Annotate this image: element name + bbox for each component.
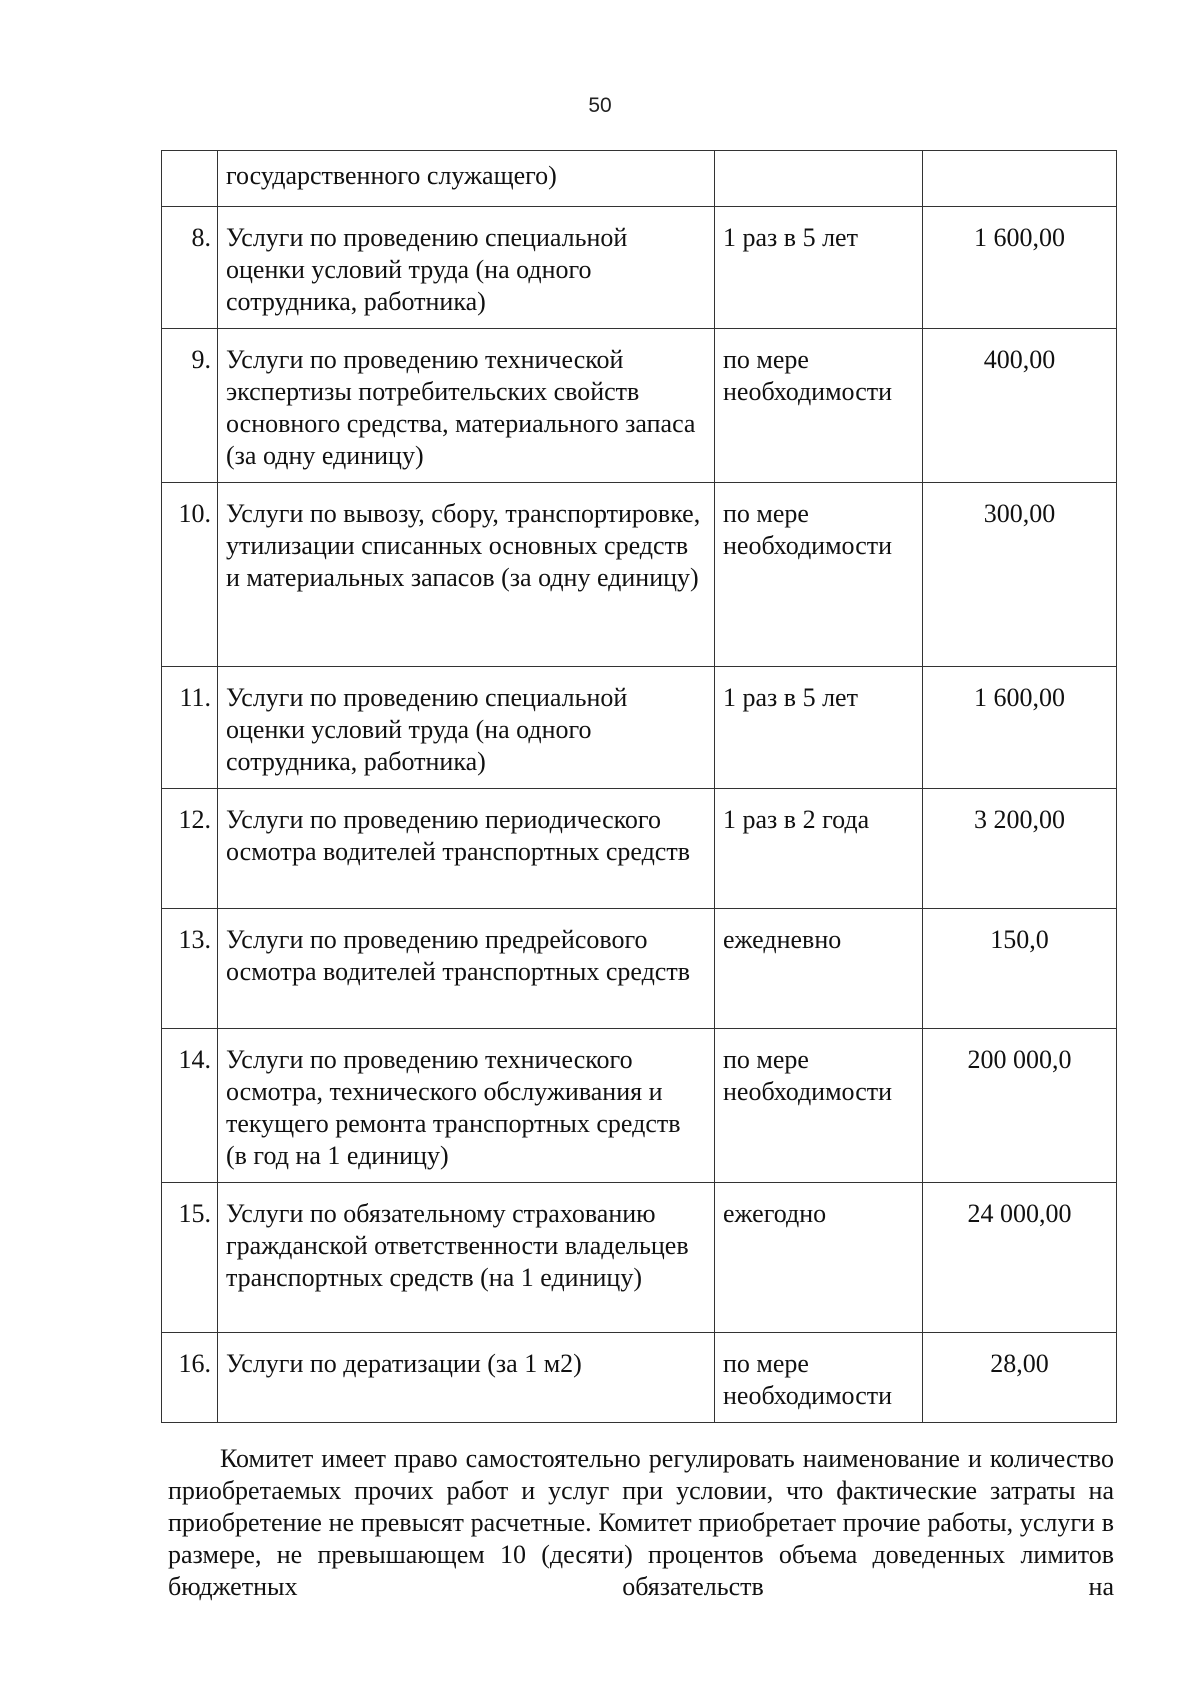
row-number: 14. — [162, 1029, 218, 1183]
service-frequency: ежегодно — [715, 1183, 923, 1333]
row-number: 10. — [162, 483, 218, 667]
service-price: 24 000,00 — [923, 1183, 1117, 1333]
row-number: 12. — [162, 789, 218, 909]
service-frequency: по мере необходимости — [715, 329, 923, 483]
service-name: Услуги по проведению технического осмотра, технического обслуживания и текущего ремонта транспортных средств (в год на 1 единицу) — [218, 1029, 715, 1183]
service-price: 1 600,00 — [923, 667, 1117, 789]
service-frequency: 1 раз в 5 лет — [715, 207, 923, 329]
service-frequency: по мере необходимости — [715, 1029, 923, 1183]
service-frequency: ежедневно — [715, 909, 923, 1029]
service-name: Услуги по проведению предрейсового осмотра водителей транспортных средств — [218, 909, 715, 1029]
service-price: 400,00 — [923, 329, 1117, 483]
table-row — [162, 483, 1117, 667]
row-number: 16. — [162, 1333, 218, 1423]
row-number: 11. — [162, 667, 218, 789]
row-number: 9. — [162, 329, 218, 483]
table-row — [162, 207, 1117, 329]
table-row — [162, 789, 1117, 909]
service-price: 3 200,00 — [923, 789, 1117, 909]
row-number: 8. — [162, 207, 218, 329]
table-row — [162, 667, 1117, 789]
service-name: Услуги по проведению технической экспертизы потребительских свойств основного средства, материального запаса (за одну единицу) — [218, 329, 715, 483]
service-price: 28,00 — [923, 1333, 1117, 1423]
service-price: 150,0 — [923, 909, 1117, 1029]
service-frequency: 1 раз в 2 года — [715, 789, 923, 909]
row-number: 13. — [162, 909, 218, 1029]
body-paragraph: Комитет имеет право самостоятельно регулировать наименование и количество приобретаемых прочих работ и услуг при условии, что фактические затраты на приобретение не превысят расчетные. Комитет приобретает прочие работы, услуги в размере, не превышающем 10 (десяти) процентов объема доведенных лимитов бюджетных обязательств на — [168, 1444, 1114, 1601]
table-row — [162, 151, 1117, 207]
service-price: 1 600,00 — [923, 207, 1117, 329]
service-name: Услуги по проведению периодического осмотра водителей транспортных средств — [218, 789, 715, 909]
table-row — [162, 909, 1117, 1029]
services-table — [161, 150, 1117, 1423]
table-row — [162, 1333, 1117, 1423]
service-frequency: по мере необходимости — [715, 1333, 923, 1423]
row-number: 15. — [162, 1183, 218, 1333]
service-name: Услуги по проведению специальной оценки условий труда (на одного сотрудника, работника) — [218, 667, 715, 789]
service-name: государственного служащего) — [218, 151, 715, 207]
service-name: Услуги по проведению специальной оценки условий труда (на одного сотрудника, работника) — [218, 207, 715, 329]
service-frequency: по мере необходимости — [715, 483, 923, 667]
table-row — [162, 1029, 1117, 1183]
service-price: 300,00 — [923, 483, 1117, 667]
service-name: Услуги по обязательному страхованию гражданской ответственности владельцев транспортных средств (на 1 единицу) — [218, 1183, 715, 1333]
page-number: 50 — [588, 94, 612, 117]
service-price — [923, 151, 1117, 207]
service-frequency: 1 раз в 5 лет — [715, 667, 923, 789]
table-row — [162, 329, 1117, 483]
table-row — [162, 1183, 1117, 1333]
row-number — [162, 151, 218, 207]
service-name: Услуги по вывозу, сбору, транспортировке, утилизации списанных основных средств и материальных запасов (за одну единицу) — [218, 483, 715, 667]
service-frequency — [715, 151, 923, 207]
service-name: Услуги по дератизации (за 1 м2) — [218, 1333, 715, 1423]
service-price: 200 000,0 — [923, 1029, 1117, 1183]
